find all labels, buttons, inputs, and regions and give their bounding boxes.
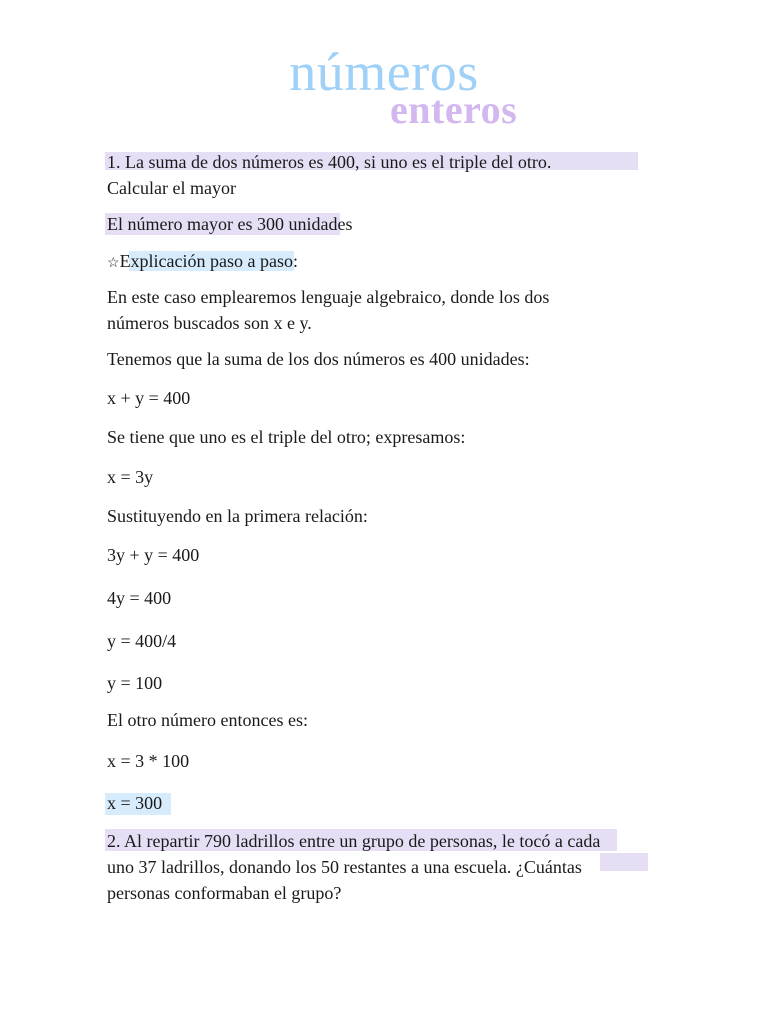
problem1-answer: El número mayor es 300 unidades [107, 214, 353, 234]
sum-text: Tenemos que la suma de los dos números es 400 unidades: [107, 349, 530, 369]
star-icon: ☆ [107, 256, 120, 271]
title-line-1: números [289, 42, 479, 102]
equation-sum: x + y = 400 [107, 388, 191, 408]
equation-triple: x = 3y [107, 467, 154, 487]
equation-x-result: x = 300 [107, 793, 163, 813]
triple-text: Se tiene que uno es el triple del otro; expresamos: [107, 427, 466, 447]
problem2-line1: 2. Al repartir 790 ladrillos entre un grupo de personas, le tocó a cada [107, 831, 601, 851]
problem1-statement-line2: Calcular el mayor [107, 178, 236, 198]
highlight-problem2-b [600, 853, 648, 871]
problem1-statement-line1: 1. La suma de dos números es 400, si uno es el triple del otro. [107, 152, 552, 172]
other-number-text: El otro número entonces es: [107, 710, 308, 730]
equation-step3: y = 400/4 [107, 631, 177, 651]
explanation-heading: ☆Explicación paso a paso: [107, 251, 299, 271]
equation-step2: 4y = 400 [107, 588, 172, 608]
problem2-line3: personas conformaban el grupo? [107, 883, 342, 903]
intro-line1: En este caso emplearemos lenguaje algebraico, donde los dos [107, 287, 550, 307]
equation-x-calc: x = 3 * 100 [107, 751, 190, 771]
substitution-text: Sustituyendo en la primera relación: [107, 506, 368, 526]
title-line-2: enteros [390, 87, 518, 132]
problem2-line2: uno 37 ladrillos, donando los 50 restantes a una escuela. ¿Cuántas [107, 857, 582, 877]
equation-step1: 3y + y = 400 [107, 545, 200, 565]
intro-line2: números buscados son x e y. [107, 313, 312, 333]
equation-step4: y = 100 [107, 673, 163, 693]
